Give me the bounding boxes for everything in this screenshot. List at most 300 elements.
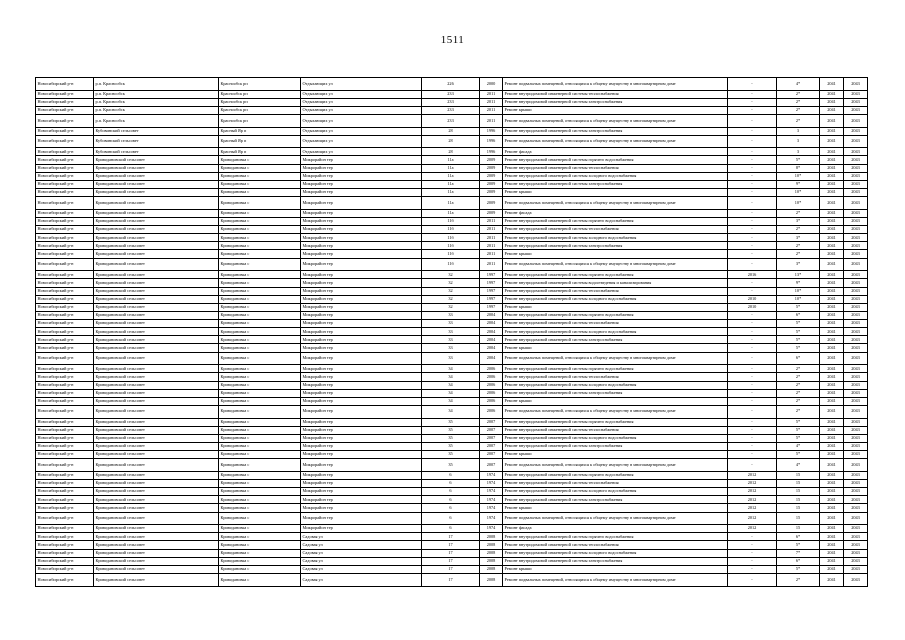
settlement-cell: Криводановка с [219,381,301,389]
start-year-cell: 2041 [820,496,844,504]
last-repair-year-cell: - [728,434,777,442]
street-cell: Микрорайон тер [301,451,422,459]
last-repair-year-cell: - [728,115,777,128]
last-repair-year-cell: 2012 [728,512,777,525]
house-number-cell: 6 [422,525,480,533]
last-repair-year-cell: - [728,405,777,418]
end-year-cell: 2043 [844,78,868,91]
municipality-cell: Криводановский сельсовет [94,271,219,279]
municipality-cell: Криводановский сельсовет [94,549,219,557]
build-year-cell: 2009 [480,189,503,197]
municipality-cell: Криводановский сельсовет [94,442,219,450]
score-cell: 3 [777,127,820,135]
street-cell: Микрорайон тер [301,328,422,336]
last-repair-year-cell: - [728,172,777,180]
settlement-cell: Криводановка с [219,512,301,525]
house-number-cell: 34 [422,373,480,381]
settlement-cell: Криводановка с [219,164,301,172]
work-type-cell: Ремонт внутридомовой инженерной системы электроснабжения [503,242,728,250]
score-cell: 4* [777,459,820,472]
table-row [36,172,868,180]
house-number-cell: 33 [422,328,480,336]
end-year-cell: 2043 [844,148,868,156]
house-number-cell: 11б [422,234,480,242]
work-type-cell: Ремонт внутридомовой инженерной системы холодного водоснабжения [503,381,728,389]
district-cell: Новосибирский р-н [36,418,94,426]
district-cell: Новосибирский р-н [36,365,94,373]
table-row [36,295,868,303]
end-year-cell: 2043 [844,442,868,450]
end-year-cell: 2043 [844,336,868,344]
last-repair-year-cell: - [728,442,777,450]
end-year-cell: 2043 [844,135,868,148]
work-type-cell: Ремонт внутридомовой инженерной системы холодного водоснабжения [503,172,728,180]
end-year-cell: 2043 [844,405,868,418]
end-year-cell: 2043 [844,279,868,287]
build-year-cell: 2008 [480,557,503,565]
build-year-cell: 1996 [480,148,503,156]
last-repair-year-cell: - [728,217,777,225]
settlement-cell: Криводановка с [219,405,301,418]
table-row [36,451,868,459]
end-year-cell: 2043 [844,565,868,573]
table-row [36,164,868,172]
last-repair-year-cell: - [728,189,777,197]
house-number-cell: 11а [422,156,480,164]
district-cell: Новосибирский р-н [36,164,94,172]
start-year-cell: 2041 [820,311,844,319]
table-row [36,533,868,541]
municipality-cell: Криводановский сельсовет [94,557,219,565]
table-row [36,98,868,106]
start-year-cell: 2041 [820,98,844,106]
build-year-cell: 2006 [480,373,503,381]
house-number-cell: 34 [422,381,480,389]
work-type-cell: Ремонт внутридомовой инженерной системы горячего водоснабжения [503,471,728,479]
start-year-cell: 2041 [820,115,844,128]
start-year-cell: 2041 [820,217,844,225]
end-year-cell: 2043 [844,250,868,258]
start-year-cell: 2041 [820,164,844,172]
municipality-cell: Криводановский сельсовет [94,405,219,418]
score-cell: 2* [777,389,820,397]
settlement-cell: Криводановка с [219,303,301,311]
last-repair-year-cell: - [728,98,777,106]
start-year-cell: 2041 [820,250,844,258]
build-year-cell: 1974 [480,512,503,525]
municipality-cell: Криводановский сельсовет [94,164,219,172]
district-cell: Новосибирский р-н [36,98,94,106]
last-repair-year-cell: 2012 [728,504,777,512]
municipality-cell: Криводановский сельсовет [94,242,219,250]
start-year-cell: 2041 [820,328,844,336]
score-cell: 3* [777,217,820,225]
end-year-cell: 2043 [844,373,868,381]
work-type-cell: Ремонт внутридомовой инженерной системы холодного водоснабжения [503,549,728,557]
score-cell: 15 [777,496,820,504]
street-cell: Микрорайон тер [301,488,422,496]
start-year-cell: 2041 [820,557,844,565]
end-year-cell: 2043 [844,180,868,188]
street-cell: Микрорайон тер [301,320,422,328]
start-year-cell: 2041 [820,459,844,472]
table-row [36,226,868,234]
end-year-cell: 2043 [844,226,868,234]
work-type-cell: Ремонт внутридомовой инженерной системы холодного водоснабжения [503,234,728,242]
house-number-cell: 233 [422,90,480,98]
municipality-cell: Криводановский сельсовет [94,471,219,479]
municipality-cell: Криводановский сельсовет [94,352,219,365]
end-year-cell: 2043 [844,242,868,250]
settlement-cell: Криводановка с [219,541,301,549]
district-cell: Новосибирский р-н [36,156,94,164]
house-number-cell: 17 [422,533,480,541]
municipality-cell: р.п. Краснообск [94,115,219,128]
start-year-cell: 2041 [820,320,844,328]
start-year-cell: 2041 [820,189,844,197]
district-cell: Новосибирский р-н [36,250,94,258]
score-cell: 5* [777,541,820,549]
table-row [36,573,868,586]
house-number-cell: 17 [422,573,480,586]
municipality-cell: Криводановский сельсовет [94,434,219,442]
build-year-cell: 2007 [480,442,503,450]
end-year-cell: 2043 [844,496,868,504]
settlement-cell: Криводановка с [219,209,301,217]
street-cell: Микрорайон тер [301,442,422,450]
work-type-cell: Ремонт внутридомовой инженерной системы горячего водоснабжения [503,418,728,426]
score-cell: 2* [777,226,820,234]
house-number-cell: 17 [422,541,480,549]
street-cell: Микрорайон тер [301,271,422,279]
settlement-cell: Криводановка с [219,533,301,541]
municipality-cell: Криводановский сельсовет [94,328,219,336]
end-year-cell: 2043 [844,479,868,487]
district-cell: Новосибирский р-н [36,352,94,365]
score-cell: 9* [777,180,820,188]
work-type-cell: Ремонт крыши [503,451,728,459]
work-type-cell: Ремонт крыши [503,189,728,197]
start-year-cell: 2041 [820,344,844,352]
street-cell: Садовая ул [301,573,422,586]
work-type-cell: Ремонт подвальных помещений, относящихся к общему имуществу в многоквартирном доме [503,197,728,210]
start-year-cell: 2041 [820,479,844,487]
build-year-cell: 2009 [480,164,503,172]
last-repair-year-cell: - [728,573,777,586]
settlement-cell: Криводановка с [219,234,301,242]
last-repair-year-cell: - [728,533,777,541]
street-cell: Отдыхающих ул [301,106,422,114]
district-cell: Новосибирский р-н [36,311,94,319]
settlement-cell: Краснообск рп [219,115,301,128]
score-cell: 10* [777,189,820,197]
last-repair-year-cell: 2012 [728,479,777,487]
district-cell: Новосибирский р-н [36,525,94,533]
score-cell: 15 [777,479,820,487]
house-number-cell: 11б [422,217,480,225]
municipality-cell: Криводановский сельсовет [94,287,219,295]
last-repair-year-cell: 2010 [728,295,777,303]
build-year-cell: 1997 [480,271,503,279]
work-type-cell: Ремонт крыши [503,397,728,405]
last-repair-year-cell: - [728,135,777,148]
municipality-cell: Криводановский сельсовет [94,217,219,225]
house-number-cell: 32 [422,279,480,287]
last-repair-year-cell: - [728,279,777,287]
last-repair-year-cell: - [728,352,777,365]
municipality-cell: Криводановский сельсовет [94,258,219,271]
house-number-cell: 34 [422,389,480,397]
municipality-cell: Криводановский сельсовет [94,344,219,352]
house-number-cell: 34 [422,397,480,405]
district-cell: Новосибирский р-н [36,217,94,225]
house-number-cell: 33 [422,311,480,319]
start-year-cell: 2041 [820,303,844,311]
work-type-cell: Ремонт внутридомовой инженерной системы теплоснабжения [503,426,728,434]
house-number-cell: 33 [422,320,480,328]
last-repair-year-cell: - [728,320,777,328]
municipality-cell: Криводановский сельсовет [94,397,219,405]
table-row [36,242,868,250]
table-row [36,565,868,573]
work-type-cell: Ремонт внутридомовой инженерной системы горячего водоснабжения [503,156,728,164]
start-year-cell: 2041 [820,451,844,459]
work-type-cell: Ремонт подвальных помещений, относящихся к общему имуществу в многоквартирном доме [503,115,728,128]
end-year-cell: 2043 [844,549,868,557]
work-type-cell: Ремонт внутридомовой инженерной системы горячего водоснабжения [503,311,728,319]
settlement-cell: Краснообск рп [219,98,301,106]
street-cell: Микрорайон тер [301,164,422,172]
work-type-cell: Ремонт внутридомовой инженерной системы горячего водоснабжения [503,365,728,373]
start-year-cell: 2041 [820,565,844,573]
start-year-cell: 2041 [820,365,844,373]
table-row [36,328,868,336]
district-cell: Новосибирский р-н [36,434,94,442]
score-cell: 5* [777,426,820,434]
start-year-cell: 2041 [820,573,844,586]
build-year-cell: 2011 [480,234,503,242]
score-cell: 5* [777,303,820,311]
municipality-cell: Криводановский сельсовет [94,279,219,287]
street-cell: Микрорайон тер [301,209,422,217]
end-year-cell: 2043 [844,488,868,496]
district-cell: Новосибирский р-н [36,336,94,344]
work-type-cell: Ремонт внутридомовой инженерной системы холодного водоснабжения [503,295,728,303]
municipality-cell: Криводановский сельсовет [94,525,219,533]
score-cell: 5* [777,434,820,442]
last-repair-year-cell: - [728,344,777,352]
house-number-cell: 32 [422,287,480,295]
build-year-cell: 2004 [480,352,503,365]
table-row [36,180,868,188]
end-year-cell: 2043 [844,271,868,279]
work-type-cell: Ремонт внутридомовой инженерной системы электроснабжения [503,389,728,397]
score-cell: 6* [777,352,820,365]
work-type-cell: Ремонт подвальных помещений, относящихся к общему имуществу в многоквартирном доме [503,352,728,365]
district-cell: Новосибирский р-н [36,496,94,504]
street-cell: Микрорайон тер [301,303,422,311]
settlement-cell: Криводановка с [219,397,301,405]
municipality-cell: Криводановский сельсовет [94,418,219,426]
start-year-cell: 2041 [820,525,844,533]
street-cell: Отдыхающих ул [301,135,422,148]
score-cell: 3 [777,148,820,156]
settlement-cell: Криводановка с [219,250,301,258]
end-year-cell: 2043 [844,127,868,135]
score-cell: 2* [777,381,820,389]
score-cell: 2* [777,573,820,586]
work-type-cell: Ремонт внутридомовой инженерной системы электроснабжения [503,180,728,188]
house-number-cell: 11а [422,197,480,210]
street-cell: Садовая ул [301,549,422,557]
table-row [36,148,868,156]
end-year-cell: 2043 [844,381,868,389]
district-cell: Новосибирский р-н [36,573,94,586]
start-year-cell: 2041 [820,488,844,496]
settlement-cell: Криводановка с [219,525,301,533]
score-cell: 15 [777,525,820,533]
build-year-cell: 2011 [480,115,503,128]
district-cell: Новосибирский р-н [36,397,94,405]
street-cell: Микрорайон тер [301,295,422,303]
score-cell: 15 [777,512,820,525]
start-year-cell: 2041 [820,172,844,180]
street-cell: Микрорайон тер [301,279,422,287]
score-cell: 2* [777,373,820,381]
street-cell: Микрорайон тер [301,172,422,180]
work-type-cell: Ремонт внутридомовой инженерной системы теплоснабжения [503,287,728,295]
build-year-cell: 2011 [480,90,503,98]
score-cell: 10* [777,295,820,303]
municipality-cell: Криводановский сельсовет [94,226,219,234]
work-type-cell: Ремонт подвальных помещений, относящихся к общему имуществу в многоквартирном доме [503,258,728,271]
end-year-cell: 2043 [844,352,868,365]
table-row [36,389,868,397]
settlement-cell: Криводановка с [219,217,301,225]
municipality-cell: Криводановский сельсовет [94,172,219,180]
build-year-cell: 1997 [480,287,503,295]
table-row [36,271,868,279]
street-cell: Микрорайон тер [301,512,422,525]
work-type-cell: Ремонт внутридомовой инженерной системы теплоснабжения [503,320,728,328]
settlement-cell: Криводановка с [219,504,301,512]
work-type-cell: Ремонт фасада [503,525,728,533]
build-year-cell: 1974 [480,525,503,533]
settlement-cell: Криводановка с [219,352,301,365]
district-cell: Новосибирский р-н [36,426,94,434]
last-repair-year-cell: - [728,336,777,344]
house-number-cell: 32 [422,303,480,311]
district-cell: Новосибирский р-н [36,115,94,128]
work-type-cell: Ремонт внутридомовой инженерной системы теплоснабжения [503,479,728,487]
work-type-cell: Ремонт внутридомовой инженерной системы холодного водоснабжения [503,328,728,336]
house-number-cell: 6 [422,471,480,479]
start-year-cell: 2041 [820,135,844,148]
district-cell: Новосибирский р-н [36,90,94,98]
build-year-cell: 2009 [480,197,503,210]
table-row [36,541,868,549]
start-year-cell: 2041 [820,471,844,479]
settlement-cell: Криводановка с [219,459,301,472]
last-repair-year-cell: - [728,127,777,135]
last-repair-year-cell: - [728,90,777,98]
settlement-cell: Красный Яр п [219,127,301,135]
table-row [36,156,868,164]
house-number-cell: 28 [422,148,480,156]
end-year-cell: 2043 [844,451,868,459]
score-cell: 3 [777,135,820,148]
end-year-cell: 2043 [844,164,868,172]
municipality-cell: Криводановский сельсовет [94,381,219,389]
house-number-cell: 35 [422,426,480,434]
last-repair-year-cell: - [728,426,777,434]
settlement-cell: Криводановка с [219,573,301,586]
house-number-cell: 35 [422,442,480,450]
last-repair-year-cell: - [728,397,777,405]
start-year-cell: 2041 [820,287,844,295]
start-year-cell: 2041 [820,352,844,365]
score-cell: 13* [777,271,820,279]
start-year-cell: 2041 [820,373,844,381]
table-row [36,352,868,365]
last-repair-year-cell: - [728,459,777,472]
table-row [36,217,868,225]
district-cell: Новосибирский р-н [36,78,94,91]
house-number-cell: 11а [422,209,480,217]
house-number-cell: 35 [422,434,480,442]
end-year-cell: 2043 [844,426,868,434]
table-row [36,549,868,557]
settlement-cell: Криводановка с [219,242,301,250]
work-type-cell: Ремонт крыши [503,344,728,352]
work-type-cell: Ремонт фасада [503,209,728,217]
street-cell: Отдыхающих ул [301,115,422,128]
work-type-cell: Ремонт крыши [503,504,728,512]
table-row [36,381,868,389]
district-cell: Новосибирский р-н [36,279,94,287]
end-year-cell: 2043 [844,156,868,164]
settlement-cell: Криводановка с [219,373,301,381]
table-row [36,135,868,148]
street-cell: Микрорайон тер [301,434,422,442]
street-cell: Микрорайон тер [301,258,422,271]
street-cell: Микрорайон тер [301,156,422,164]
district-cell: Новосибирский р-н [36,197,94,210]
street-cell: Отдыхающих ул [301,90,422,98]
street-cell: Отдыхающих ул [301,78,422,91]
settlement-cell: Криводановка с [219,496,301,504]
work-type-cell: Ремонт подвальных помещений, относящихся к общему имуществу в многоквартирном доме [503,573,728,586]
work-type-cell: Ремонт подвальных помещений, относящихся к общему имуществу в многоквартирном доме [503,512,728,525]
street-cell: Микрорайон тер [301,352,422,365]
work-type-cell: Ремонт крыши [503,565,728,573]
work-type-cell: Ремонт внутридомовой инженерной системы водоотведения и канализирования [503,279,728,287]
street-cell: Отдыхающих ул [301,127,422,135]
build-year-cell: 2007 [480,459,503,472]
house-number-cell: 35 [422,451,480,459]
house-number-cell: 233 [422,106,480,114]
settlement-cell: Криводановка с [219,344,301,352]
house-number-cell: 6 [422,504,480,512]
district-cell: Новосибирский р-н [36,242,94,250]
table-row [36,250,868,258]
district-cell: Новосибирский р-н [36,226,94,234]
build-year-cell: 2006 [480,365,503,373]
start-year-cell: 2041 [820,533,844,541]
settlement-cell: Криводановка с [219,328,301,336]
last-repair-year-cell: - [728,311,777,319]
municipality-cell: р.п. Краснообск [94,78,219,91]
